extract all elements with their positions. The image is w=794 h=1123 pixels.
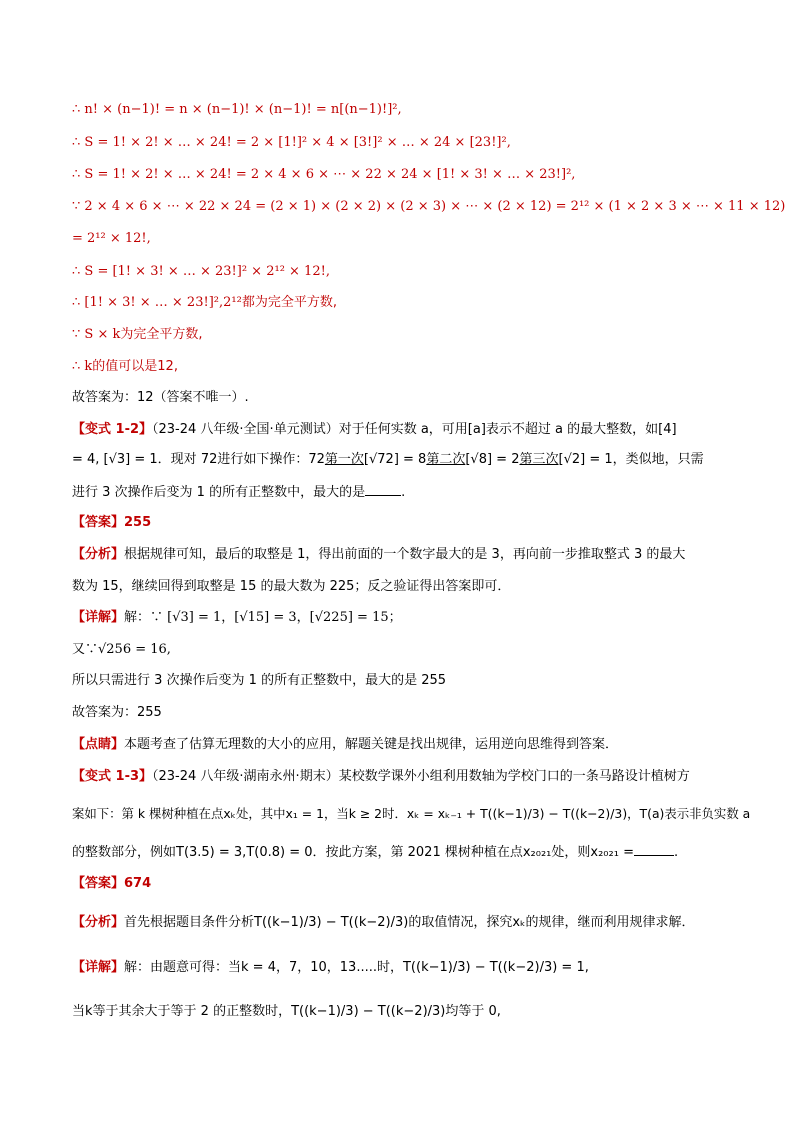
variant-1-3-detail-line-2: 当k等于其余大于等于 2 的正整数时，T((k−1)/3) − T((k−2)/3)均等于 0, — [72, 1004, 501, 1019]
variant-1-2-q2b: [√72] = 8 — [363, 452, 427, 467]
variant-1-2-detail-line-1 — [72, 609, 734, 627]
analysis-label: 【分析】 — [72, 547, 125, 562]
step-line-8 — [72, 326, 734, 344]
variant-1-2-analysis-line-1 — [72, 546, 734, 564]
variant-1-3-question-line-2: 案如下：第 k 棵树种植在点xₖ处，其中x₁ = 1，当k ≥ 2时．xₖ = xₖ₋₁ + T((k−1)/3) − T((k−2)/3)，T(a)表示非负实数 a — [72, 806, 751, 821]
step-line-3: ∴ S = 1! × 2! × … × 24! = 2 × 4 × 6 × ⋯ × 22 × 24 × [1! × 3! × … × 23!]², — [72, 167, 576, 182]
variant-1-2-q3-end: . — [401, 485, 406, 500]
step-second: 第二次 — [426, 452, 466, 467]
step-first: 第一次 — [324, 452, 364, 467]
step-line-9 — [72, 358, 734, 376]
answer-value: 255 — [124, 515, 152, 530]
detail-text-1: 解：∵ [√3] = 1，[√15] = 3，[√225] = 15； — [124, 610, 402, 625]
analysis-label-2: 【分析】 — [72, 915, 125, 930]
step-line-9-text: 的值可以是12, — [92, 359, 178, 374]
step-line-7 — [72, 294, 734, 312]
variant-1-3-question-line-1 — [72, 768, 734, 786]
variant-1-2-remark — [72, 736, 734, 754]
variant-1-2-detail-line-4: 故答案为：255 — [72, 705, 162, 720]
answer-value-2: 674 — [124, 876, 152, 891]
detail-text-2: 解：由题意可得：当k = 4，7，10，13.....时，T((k−1)/3) − T((k−2)/3) = 1, — [124, 960, 589, 975]
remark-text: 本题考查了估算无理数的大小的应用，解题关键是找出规律，运用逆向思维得到答案． — [124, 737, 619, 752]
answer-blank — [365, 483, 401, 496]
variant-1-2-q2c: [√8] = 2 — [465, 452, 520, 467]
step-line-9-math: ∴ k — [72, 359, 93, 374]
analysis-text-2: 首先根据题目条件分析T((k−1)/3) − T((k−2)/3)的取值情况，探究xₖ的规律，继而利用规律求解． — [124, 915, 695, 930]
answer-label: 【答案】 — [72, 515, 125, 530]
variant-1-3-q1: （23-24 八年级·湖南永州·期末）某校数学课外小组利用数轴为学校门口的一条马路设计植树方 — [152, 769, 690, 784]
detail-label: 【详解】 — [72, 610, 125, 625]
step-line-2: ∴ S = 1! × 2! × … × 24! = 2 × [1!]² × 4 × [3!]² × … × 24 × [23!]², — [72, 135, 511, 150]
analysis-text-1: 根据规律可知，最后的取整是 1，得出前面的一个数字最大的是 3，再向前一步推取整式 3 的最大 — [124, 547, 686, 562]
variant-1-2-q2a: = 4, [√3] = 1．现对 72进行如下操作：72 — [72, 452, 325, 467]
variant-1-2-question-line-1 — [72, 421, 734, 439]
answer-label-2: 【答案】 — [72, 876, 125, 891]
variant-1-2-q3: 进行 3 次操作后变为 1 的所有正整数中，最大的是 — [72, 485, 366, 500]
detail-label-2: 【详解】 — [72, 960, 125, 975]
variant-1-3-detail-line-1 — [72, 959, 734, 977]
step-line-5: = 2¹² × 12!, — [72, 231, 151, 246]
step-line-4: ∵ 2 × 4 × 6 × ⋯ × 22 × 24 = (2 × 1) × (2 × 2) × (2 × 3) × ⋯ × (2 × 12) = 2¹² × (1 × 2 × 3 × ⋯ × 11 × 12) — [72, 199, 786, 214]
step-line-1: ∴ n! × (n−1)! = n × (n−1)! × (n−1)! = n[(n−1)!]², — [72, 102, 402, 117]
step-line-6: ∴ S = [1! × 3! × … × 23!]² × 2¹² × 12!, — [72, 264, 330, 279]
variant-1-2-question-line-3 — [72, 483, 734, 502]
answer-line-1-1: 故答案为：12（答案不唯一）. — [72, 390, 249, 405]
variant-1-3-answer — [72, 875, 734, 893]
step-line-7-text: 都为完全平方数, — [241, 295, 337, 310]
variant-1-2-question-line-2 — [72, 451, 734, 469]
variant-1-3-q3: 的整数部分，例如T(3.5) = 3,T(0.8) = 0．按此方案，第 2021 棵树种植在点x₂₀₂₁处，则x₂₀₂₁ = — [72, 845, 634, 860]
variant-1-3-q3-end: . — [673, 845, 679, 860]
variant-1-3-analysis — [72, 914, 734, 932]
variant-1-2-detail-line-2: 又∵√256 = 16, — [72, 642, 171, 657]
remark-label: 【点睛】 — [72, 737, 125, 752]
step-line-8-math: ∵ S × k — [72, 327, 121, 342]
variant-1-2-detail-line-3: 所以只需进行 3 次操作后变为 1 的所有正整数中，最大的是 255 — [72, 673, 447, 688]
variant-1-2-analysis-line-2: 数为 15，继续回得到取整是 15 的最大数为 225；反之验证得出答案即可． — [72, 579, 511, 594]
variant-1-2-label: 【变式 1-2】 — [72, 422, 153, 437]
variant-1-2-answer — [72, 514, 734, 532]
variant-1-3-label: 【变式 1-3】 — [72, 769, 153, 784]
variant-1-2-q2d: [√2] = 1，类似地，只需 — [558, 452, 704, 467]
step-line-7-math: ∴ [1! × 3! × … × 23!]²,2¹² — [72, 295, 242, 310]
variant-1-2-q1: （23-24 八年级·全国·单元测试）对于任何实数 a，可用[a]表示不超过 a 的最大整数，如[4] — [152, 422, 677, 437]
step-third: 第三次 — [519, 452, 559, 467]
answer-blank-2 — [634, 843, 674, 856]
step-line-8-text: 为完全平方数, — [120, 327, 203, 342]
variant-1-3-question-line-3 — [72, 843, 734, 862]
